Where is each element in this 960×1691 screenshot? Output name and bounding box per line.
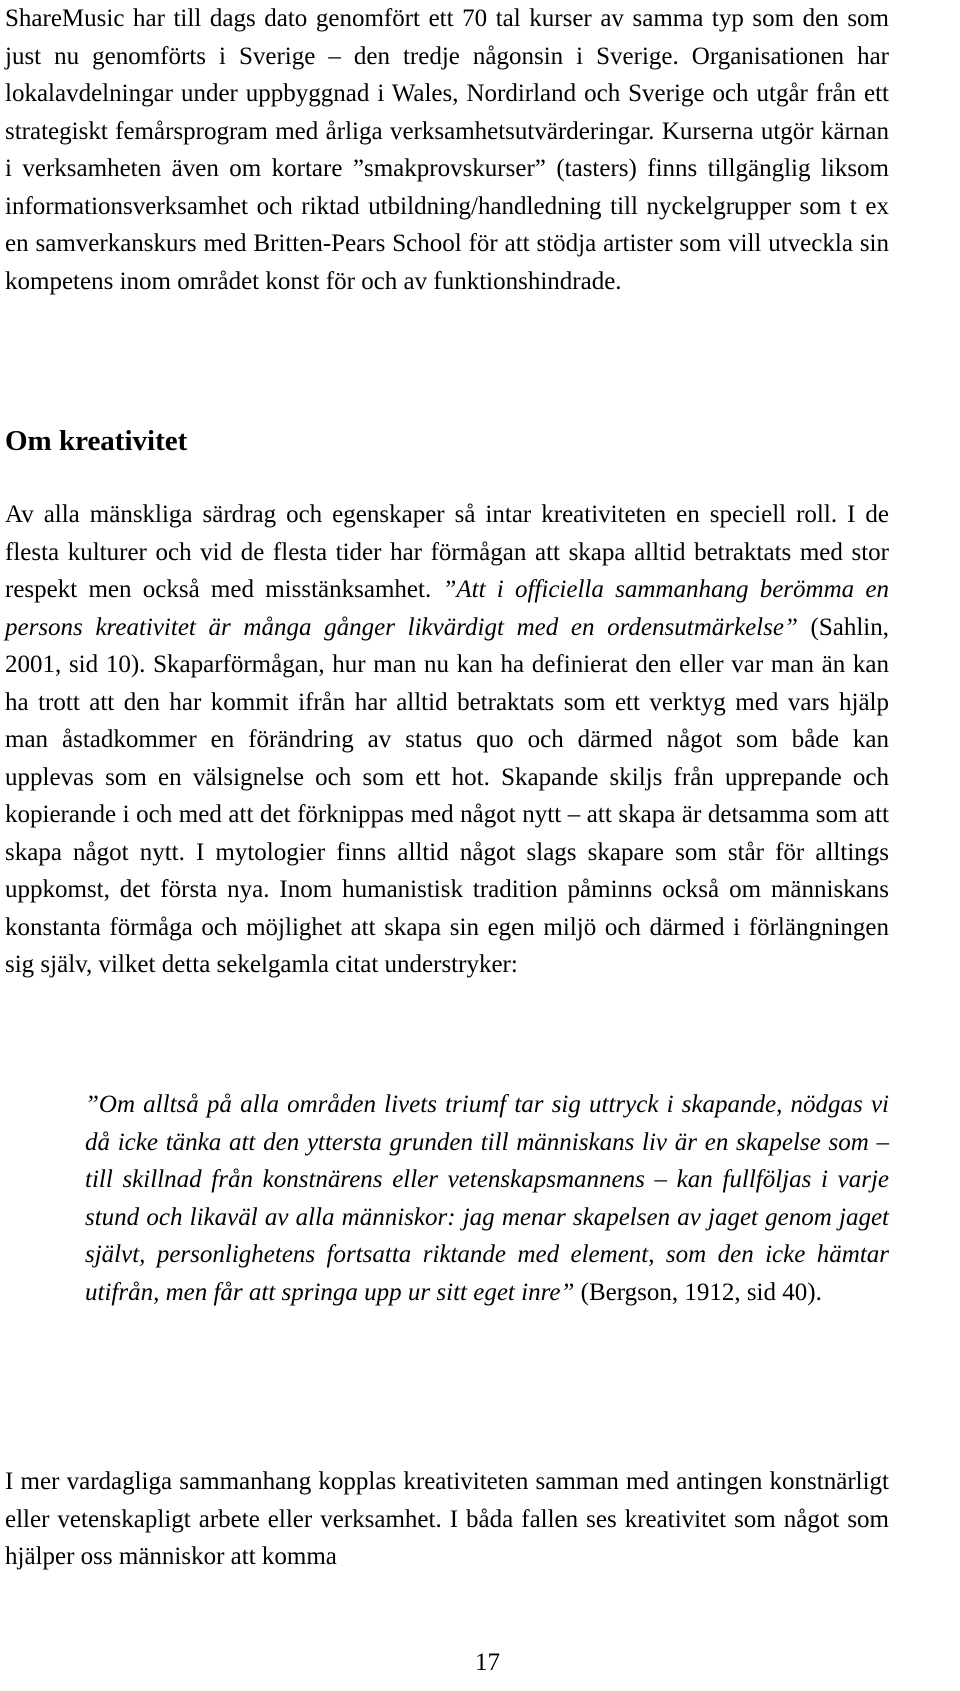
paragraph-sharemusic: ShareMusic har till dags dato genomfört ett 70 tal kurser av samma typ som den som just nu genomförts i Sverige – den tredje någonsin i Sverige. Organisationen har lokalavdelningar under uppbyggnad i Wales, Nordirland och Sverige och utgår från ett strategiskt femårsprogram med årliga verksamhetsutvärderingar. Kurserna utgör kärnan i verksamheten även om kortare ”smakprovskurser” (tasters) finns tillgänglig liksom informationsverksamhet och riktad utbildning/handledning till nyckelgrupper som t ex en samverkanskurs med Britten-Pears School för att stödja artister som vill utveckla sin kompetens inom området konst för och av funktionshindrade. [5,5,889,295]
block-quote-citation: (Bergson, 1912, sid 40). [574,1278,822,1306]
paragraph-text-continued: (Sahlin, 2001, sid 10). Skaparförmågan, hur man nu kan ha definierat den eller var man än kan ha trott att den har kommit ifrån har alltid betraktats som ett verktyg med vars hjälp man åstadkommer en förändring av status quo och därmed något som både kan upplevas som en välsignelse och som ett hot. Skapande skiljs från upprepande och kopierande i och med att det förknippas med något nytt – att skapa är detsamma som att skapa något nytt. I mytologier finns alltid något slags skapare som står för alltings uppkomst, det första nya. Inom humanistisk tradition påminns också om människans konstanta förmåga och möjlighet att skapa sin egen miljö och därmed i förlängningen sig själv, vilket detta sekelgamla citat understryker: [5,613,889,978]
block-quote [85,1086,889,1311]
document-page [5,0,889,1570]
block-quote-text: ”Om alltså på alla områden livets triumf tar sig uttryck i skapande, nödgas vi då icke tänka att den yttersta grunden till människans liv är en skapelse som – till skillnad från konstnärens eller vetenskapsmannens – kan fullföljas i varje stund och likaväl av alla människor: jag menar skapelsen av jaget genom jaget självt, personlighetens fortsatta riktande med element, som den icke hämtar utifrån, men får att springa upp ur sitt eget inre” [85,1091,889,1306]
paragraph-kreativitet [5,496,889,984]
page-number: 17 [475,1649,500,1676]
section-heading: Om kreativitet [5,425,188,457]
paragraph-text-intro: Av alla mänskliga särdrag och egenskaper så intar kreativiteten en speciell roll. I de flesta kulturer och vid de flesta tider har förmågan att skapa alltid betraktats med stor respekt men också med misstänksamhet. [5,501,889,603]
inline-quote: ”Att i officiella sammanhang berömma en persons kreativitet är många gånger likvärdigt med en ordensutmärkelse” [5,576,889,641]
paragraph-vardagliga: I mer vardagliga sammanhang kopplas kreativiteten samman med antingen konstnärligt eller vetenskapligt arbete eller verksamhet. I båda fallen ses kreativitet som något som hjälper oss människor att komma [5,1468,889,1570]
